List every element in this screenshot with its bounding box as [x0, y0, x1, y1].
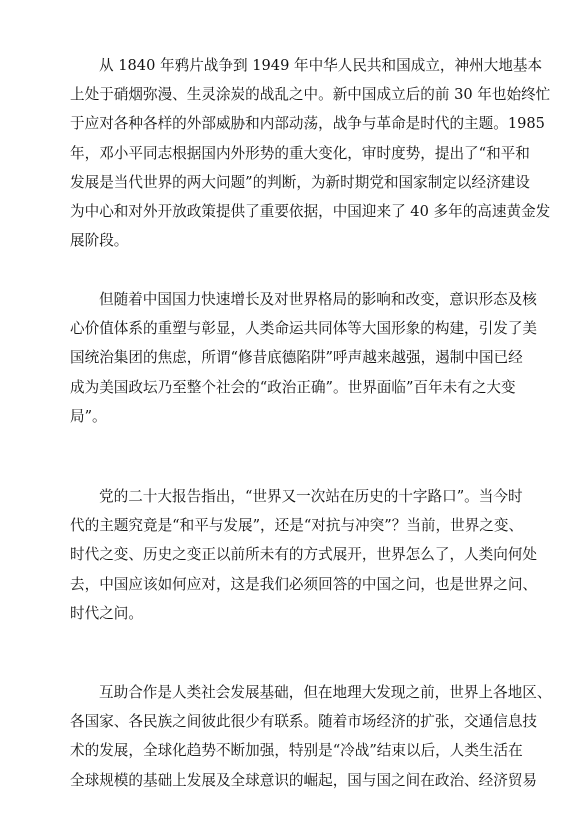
paragraph-line: 局”。: [70, 407, 107, 425]
paragraph-line: 年，邓小平同志根据国内外形势的重大变化，审时度势，提出了“和平和: [70, 144, 530, 162]
paragraph-line: 从 1840 年鸦片战争到 1949 年中华人民共和国成立，神州大地基本: [99, 57, 543, 74]
paragraph-2: [70, 285, 538, 431]
paragraph-line: 全球规模的基础上发展及全球意识的崛起，国与国之间在政治、经济贸易: [70, 771, 538, 789]
paragraph-line: 互助合作是人类社会发展基础，但在地理大发现之前，世界上各地区、: [99, 684, 552, 701]
paragraph-line: 但随着中国国力快速增长及对世界格局的影响和改变，意识形态及核: [99, 291, 537, 308]
paragraph-line: 去，中国应该如何应对，这是我们必须回答的中国之问，也是世界之问、: [70, 575, 538, 593]
paragraph-line: 上处于硝烟弥漫、生灵涂炭的战乱之中。新中国成立后的前 30 年也始终忙: [70, 86, 551, 104]
paragraph-line: 成为美国政坛乃至整个社会的“政治正确”。世界面临”百年未有之大变: [70, 378, 516, 396]
paragraph-line: 发展是当代世界的两大问题”的判断，为新时期党和国家制定以经济建设: [70, 173, 530, 191]
paragraph-3: [70, 482, 538, 628]
paragraph-4: [70, 678, 552, 795]
paragraph-line: 心价值体系的重塑与彰显，人类命运共同体等大国形象的构建，引发了美: [70, 320, 538, 338]
paragraph-line: 术的发展，全球化趋势不断加强，特别是“冷战”结束以后，人类生活在: [70, 742, 523, 760]
paragraph-line: 时代之问。: [70, 604, 143, 622]
paragraph-line: 党的二十大报告指出，“世界又一次站在历史的十字路口”。当今时: [99, 488, 523, 505]
paragraph-line: 时代之变、历史之变正以前所未有的方式展开，世界怎么了，人类向何处: [70, 546, 538, 564]
paragraph-line: 于应对各种各样的外部威胁和内部动荡，战争与革命是时代的主题。1985: [70, 115, 545, 133]
paragraph-1: [70, 51, 551, 255]
paragraph-line: 国统治集团的焦虑，所谓“修昔底德陷阱”呼声越来越强，遏制中国已经: [70, 349, 523, 367]
paragraph-line: 为中心和对外开放政策提供了重要依据，中国迎来了 40 多年的高速黄金发: [70, 203, 551, 221]
paragraph-line: 代的主题究竟是“和平与发展”，还是“对抗与冲突”？当前，世界之变、: [70, 517, 524, 535]
paragraph-line: 各国家、各民族之间彼此很少有联系。随着市场经济的扩张，交通信息技: [70, 713, 538, 731]
paragraph-line: 展阶段。: [70, 232, 129, 250]
